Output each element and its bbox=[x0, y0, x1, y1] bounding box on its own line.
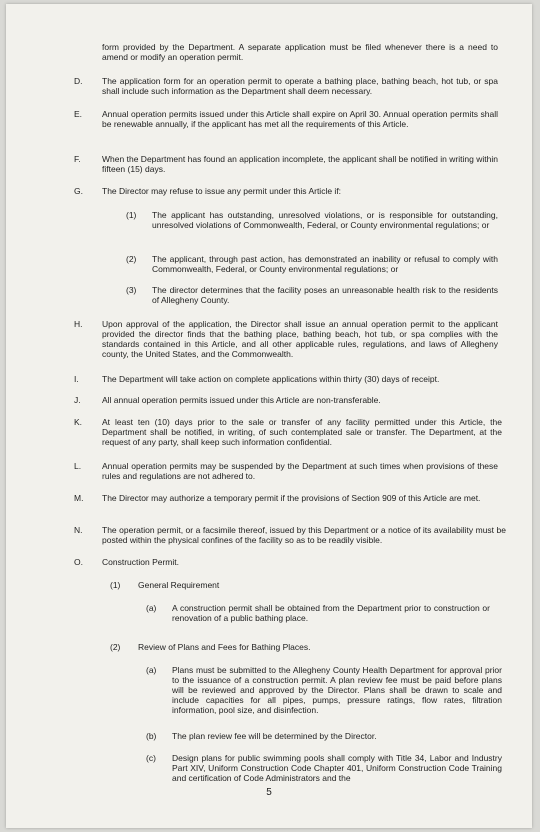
item-marker: N. bbox=[74, 525, 83, 535]
item-text: The plan review fee will be determined by the Director. bbox=[172, 731, 377, 741]
item-marker: E. bbox=[74, 109, 83, 119]
item-text: Plans must be submitted to the Allegheny County Health Department for approval prior to the issuance of a construction permit. A plan review fee must be paid before plans will be reviewed and approved by the Director. Plans shall be drawn to scale and include capacities for all pipes, pumps, pressure ratings, flow rates, filtration information, pool size, and disinfection. bbox=[172, 665, 502, 715]
page-number: 5 bbox=[266, 787, 272, 798]
item-marker: J. bbox=[74, 395, 81, 405]
item-marker: K. bbox=[74, 417, 83, 427]
item-marker: (a) bbox=[146, 603, 157, 613]
item-text: General Requirement bbox=[138, 580, 220, 590]
document-page bbox=[6, 4, 532, 828]
item-marker: (2) bbox=[110, 642, 121, 652]
item-text: Design plans for public swimming pools shall comply with Title 34, Labor and Industry Part XIV, Uniform Construction Code Chapter 401, Uniform Construction Code Training and certification of Code Administrators and the bbox=[172, 753, 502, 783]
item-marker: (2) bbox=[126, 254, 137, 264]
item-text: Annual operation permits issued under this Article shall expire on April 30. Annual operation permits shall be renewable annually, if the applicant has met all the requirements of this Article. bbox=[102, 109, 498, 129]
item-marker: (b) bbox=[146, 731, 157, 741]
item-text: The applicant, through past action, has demonstrated an inability or refusal to comply with Commonwealth, Federal, or County environmental regulations; or bbox=[152, 254, 498, 274]
item-text: At least ten (10) days prior to the sale or transfer of any facility permitted under this Article, the Department shall be notified, in writing, of such contemplated sale or transfer. The Department, at the request of any party, shall keep such information confidential. bbox=[102, 417, 502, 447]
item-text: All annual operation permits issued under this Article are non-transferable. bbox=[102, 395, 381, 405]
item-marker: I. bbox=[74, 374, 79, 384]
item-marker: D. bbox=[74, 76, 83, 86]
item-text: When the Department has found an application incomplete, the applicant shall be notified in writing within fifteen (15) days. bbox=[102, 154, 498, 174]
item-marker: F. bbox=[74, 154, 81, 164]
item-marker: H. bbox=[74, 319, 83, 329]
item-marker: O. bbox=[74, 557, 83, 567]
item-marker: (a) bbox=[146, 665, 157, 675]
item-marker: (1) bbox=[110, 580, 121, 590]
item-marker: (3) bbox=[126, 285, 137, 295]
item-text: Annual operation permits may be suspended by the Department at such times when provisions of these rules and regulations are not adhered to. bbox=[102, 461, 498, 481]
item-text: The Department will take action on complete applications within thirty (30) days of receipt. bbox=[102, 374, 440, 384]
item-text: The applicant has outstanding, unresolved violations, or is responsible for outstanding, unresolved violations of Commonwealth, Federal, or County environmental regulations; or bbox=[152, 210, 498, 230]
item-text: The Director may refuse to issue any permit under this Article if: bbox=[102, 186, 342, 196]
item-text: The operation permit, or a facsimile thereof, issued by this Department or a notice of its availability must be posted within the physical confines of the facility so as to be readily visible. bbox=[102, 525, 506, 545]
paragraph-text: form provided by the Department. A separate application must be filed whenever there is a need to amend or modify an operation permit. bbox=[102, 42, 498, 62]
item-marker: (c) bbox=[146, 753, 156, 763]
item-marker: M. bbox=[74, 493, 84, 503]
item-marker: (1) bbox=[126, 210, 137, 220]
item-text: The director determines that the facility poses an unreasonable health risk to the residents of Allegheny County. bbox=[152, 285, 498, 305]
item-text: Construction Permit. bbox=[102, 557, 179, 567]
item-text: A construction permit shall be obtained from the Department prior to construction or renovation of a public bathing place. bbox=[172, 603, 490, 623]
item-marker: G. bbox=[74, 186, 83, 196]
item-text: Upon approval of the application, the Director shall issue an annual operation permit to the applicant provided the director finds that the bathing place, bathing beach, hot tub, or spa complies with the standards contained in this Article, and all other applicable rules, regulations, and laws of Allegheny county, the United States, and the Commonwealth. bbox=[102, 319, 498, 359]
item-text: The application form for an operation permit to operate a bathing place, bathing beach, hot tub, or spa shall include such information as the Department shall deem necessary. bbox=[102, 76, 498, 96]
item-text: Review of Plans and Fees for Bathing Places. bbox=[138, 642, 311, 652]
item-text: The Director may authorize a temporary permit if the provisions of Section 909 of this Article are met. bbox=[102, 493, 481, 503]
item-marker: L. bbox=[74, 461, 82, 471]
